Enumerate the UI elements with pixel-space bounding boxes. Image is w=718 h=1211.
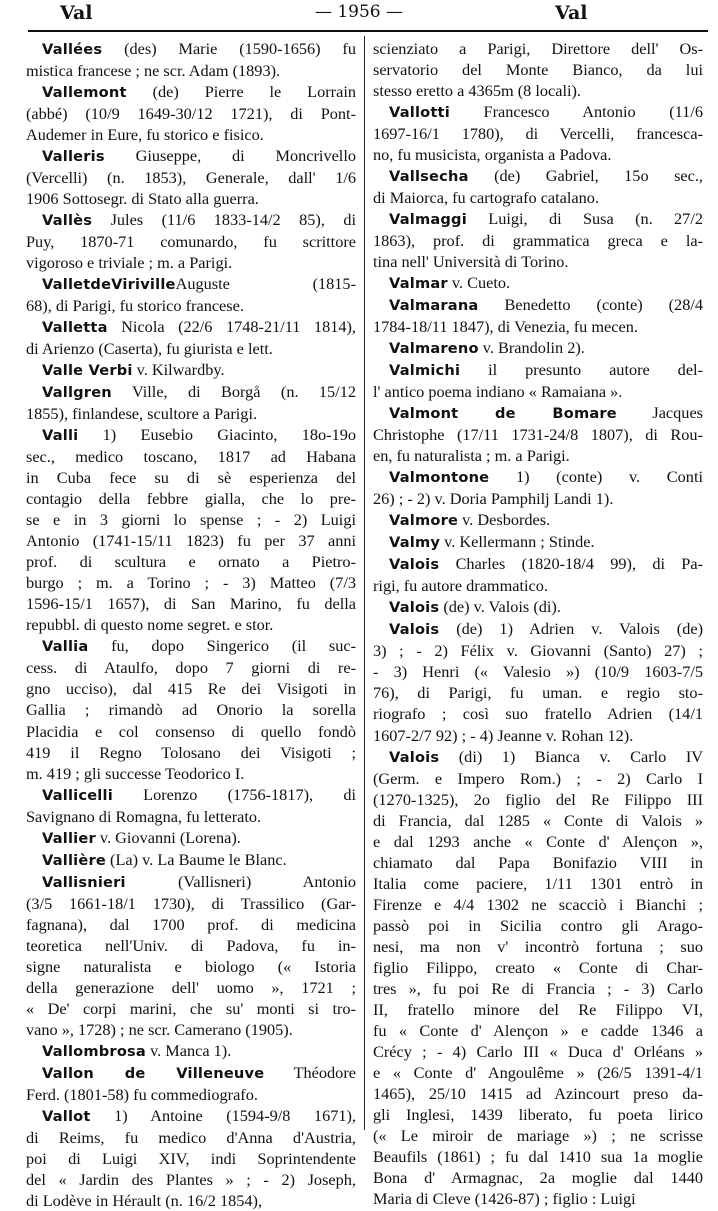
dictionary-entry xyxy=(26,81,356,145)
entry-text: (de) 1) Adrien v. Valois (de) xyxy=(439,619,703,639)
entry-line xyxy=(26,593,356,614)
entry-text: riografo ; così suo fratello Adrien (14/1 xyxy=(373,704,703,724)
dictionary-entry xyxy=(26,1105,356,1211)
entry-headword: Vallès xyxy=(42,212,93,230)
entry-text: fu « Conte d' Alençon » e cadde 1346 a xyxy=(373,1020,703,1040)
entry-line xyxy=(26,1127,356,1148)
entry-headword: Valletta xyxy=(42,319,108,337)
dictionary-entry xyxy=(373,359,703,402)
entry-line xyxy=(26,1105,356,1127)
entry-text: Gallia ; rimandò ad Onorio la sorella xyxy=(26,700,356,720)
dictionary-entry xyxy=(373,746,703,1209)
dictionary-entry xyxy=(26,635,356,783)
entry-line xyxy=(373,337,703,359)
entry-line xyxy=(373,294,703,316)
entry-text: Puy, 1870-71 comunardo, fu scrittore xyxy=(26,232,356,252)
entry-line xyxy=(26,977,356,998)
entry-line xyxy=(26,403,356,424)
entry-text: « De' corpi marini, che su' monti si tro- xyxy=(26,998,356,1018)
entry-text: (La) v. La Baume le Blanc. xyxy=(105,849,287,869)
entry-text: del « Jardin des Plantes » ; - 2) Joseph, xyxy=(26,1169,356,1189)
entry-text: repubbl. di questo nome segret. e stor. xyxy=(26,615,274,635)
entry-line xyxy=(26,849,356,871)
entry-line xyxy=(373,445,703,466)
entry-line xyxy=(373,424,703,445)
dictionary-entry xyxy=(373,272,703,294)
entry-text: en, fu naturalista ; m. a Parigi. xyxy=(373,446,570,466)
entry-headword: Valmore xyxy=(389,512,459,530)
entry-headword: Valmont de Bomare xyxy=(389,405,617,423)
entry-text: Firenze e 4/4 1302 ne scacciò i Bianchi ; xyxy=(373,894,703,914)
entry-text: burgo ; m. a Torino ; - 3) Matteo (7/3 xyxy=(26,573,356,593)
dictionary-entry xyxy=(373,294,703,337)
entry-line xyxy=(373,810,703,831)
entry-line xyxy=(373,80,703,101)
entry-text: (di) 1) Bianca v. Carlo IV xyxy=(439,746,703,766)
entry-text: (3/5 1661-18/1 1730), di Trassilico (Gar- xyxy=(26,893,356,913)
entry-text: prof. di scultura e ornato a Pietro- xyxy=(26,552,356,572)
dictionary-entry xyxy=(26,849,356,871)
entry-line xyxy=(26,316,356,338)
entry-text: m. 419 ; gli successe Teodorico I. xyxy=(26,763,245,783)
entry-text: sec., medico toscano, 1817 ad Habana xyxy=(26,447,356,467)
dictionary-entry xyxy=(26,38,356,81)
entry-text: Crécy ; - 4) Carlo III « Duca d' Orléans » xyxy=(373,1041,703,1061)
entry-line xyxy=(373,359,703,381)
entry-line xyxy=(26,635,356,657)
entry-headword: Valois xyxy=(389,556,440,574)
entry-text: Italia come paciere, 1/11 1301 entrò in xyxy=(373,873,703,893)
entry-line xyxy=(373,1125,703,1146)
entry-text: Antonio (1741-15/11 1823) fu per 37 anni xyxy=(26,531,356,551)
entry-line xyxy=(373,316,703,337)
entry-text: - 3) Henri (« Valesio ») (10/9 1603-7/5 xyxy=(373,662,703,682)
entry-headword: Vallemont xyxy=(42,84,127,102)
entry-text: fagnana), dal 1700 prof. di medicina xyxy=(26,914,356,934)
entry-text: Nicola (22/6 1748-21/11 1814), xyxy=(107,317,356,337)
entry-text: 1784-18/11 1847), di Venezia, fu mecen. xyxy=(373,317,638,337)
entry-text: Beaufils (1861) ; fu dal 1410 sua 1a moglie xyxy=(373,1146,703,1166)
entry-text: passò poi in Sicilia contro gli Arago- xyxy=(373,915,703,935)
entry-line xyxy=(373,165,703,187)
entry-line xyxy=(373,852,703,873)
page-number: — 1956 — xyxy=(314,2,404,22)
entry-line xyxy=(373,488,703,509)
dictionary-entry xyxy=(373,553,703,596)
entry-text: di Arienzo (Caserta), fu giurista e lett. xyxy=(26,339,273,359)
dictionary-entry xyxy=(373,509,703,531)
entry-text: signe naturalista e biologo (« Istoria xyxy=(26,956,356,976)
entry-text: v. Brandolin 2). xyxy=(478,338,585,358)
entry-line xyxy=(373,1104,703,1125)
entry-line xyxy=(26,167,356,188)
dictionary-entry xyxy=(26,871,356,1040)
entry-line xyxy=(26,424,356,446)
dictionary-entry xyxy=(26,381,356,424)
entry-headword: Valmy xyxy=(389,534,441,552)
entry-text: (Vallisneri) Antonio xyxy=(125,871,356,891)
entry-text: gno ucciso), dal 415 Re dei Visigoti in xyxy=(26,679,356,699)
entry-headword: Vallia xyxy=(42,638,89,656)
entry-line xyxy=(26,1019,356,1040)
entry-line xyxy=(26,1062,356,1084)
entry-line xyxy=(26,145,356,167)
entry-text: vigoroso e triviale ; m. a Parigi. xyxy=(26,253,233,273)
entry-text: fu, dopo Singerico (il suc- xyxy=(88,636,356,656)
entry-text: teoretica nell'Univ. di Padova, fu in- xyxy=(26,935,356,955)
dictionary-entry xyxy=(26,1040,356,1062)
entry-line xyxy=(373,789,703,810)
entry-text: Ville, di Borgå (n. 15/12 xyxy=(111,382,356,402)
entry-line xyxy=(373,978,703,999)
entry-headword: Vallotti xyxy=(389,104,450,122)
dictionary-entry xyxy=(26,145,356,209)
dictionary-entry xyxy=(373,101,703,165)
entry-line xyxy=(373,1188,703,1209)
entry-headword: Valmar xyxy=(389,275,448,293)
entry-line xyxy=(373,1020,703,1041)
entry-text: nesi, ma non v' incontrò fortuna ; suo xyxy=(373,936,703,956)
entry-line xyxy=(26,467,356,488)
entry-text: cess. di Ataulfo, dopo 7 giorni di re- xyxy=(26,658,356,678)
entry-line xyxy=(26,572,356,593)
entry-line xyxy=(373,59,703,80)
entry-line xyxy=(26,827,356,849)
entry-text: v. Kellermann ; Stinde. xyxy=(440,532,595,552)
entry-text: (des) Marie (1590-1656) fu xyxy=(102,39,356,58)
entry-text: 3) ; - 2) Félix v. Giovanni (Santo) 27) ; xyxy=(373,641,703,661)
entry-line xyxy=(373,466,703,488)
entry-headword: Vallon de Villeneuve xyxy=(42,1064,265,1082)
entry-text: Francesco Antonio (11/6 xyxy=(449,102,703,122)
entry-line xyxy=(26,1169,356,1190)
entry-text: (de) Pierre le Lorrain xyxy=(126,82,356,102)
entry-line xyxy=(373,894,703,915)
entry-headword: Vallier xyxy=(42,829,96,847)
entry-text: Placidia e col consenso di quello fondò xyxy=(26,721,356,741)
dictionary-entry xyxy=(373,337,703,359)
dictionary-entry xyxy=(373,208,703,272)
entry-text: 68), di Parigi, fu storico francese. xyxy=(26,296,244,316)
entry-line xyxy=(26,252,356,273)
entry-text: e « Conte d' Angoulême » (26/5 1391-4/1 xyxy=(373,1062,703,1082)
entry-line xyxy=(26,742,356,763)
header-left-word: Val xyxy=(60,2,93,24)
entry-line xyxy=(26,763,356,784)
entry-text: contagio della febbre gialla, che lo pre- xyxy=(26,489,356,509)
dictionary-entry xyxy=(26,273,356,316)
entry-line xyxy=(373,915,703,936)
entry-line xyxy=(26,295,356,316)
entry-text: stesso eretto a 4365m (8 locali). xyxy=(373,81,581,101)
entry-line xyxy=(26,614,356,635)
entry-line xyxy=(26,998,356,1019)
entry-headword: Valmaggi xyxy=(389,211,467,229)
entry-text: v. Kilwardby. xyxy=(132,360,225,380)
entry-line xyxy=(26,509,356,530)
entry-line xyxy=(26,124,356,145)
entry-headword: Vallot xyxy=(42,1107,91,1125)
entry-headword: Vallgren xyxy=(42,384,112,402)
entry-line xyxy=(373,123,703,144)
entry-text: 419 il Regno Tolosano dei Visigoti ; xyxy=(26,742,356,762)
entry-line xyxy=(26,893,356,914)
entry-line xyxy=(26,530,356,551)
entry-line xyxy=(26,784,356,806)
entry-text: l' antico poema indiano « Ramaiana ». xyxy=(373,382,623,402)
entry-line xyxy=(373,531,703,553)
entry-headword: Valli xyxy=(42,427,79,445)
entry-text: scienziato a Parigi, Direttore dell' Os- xyxy=(373,39,703,58)
dictionary-entry xyxy=(373,38,703,101)
entry-line xyxy=(373,725,703,746)
entry-headword: Vallsecha xyxy=(389,168,469,186)
entry-line xyxy=(26,678,356,699)
entry-text: in Cuba fece su di sè esperienza del xyxy=(26,468,356,488)
entry-headword: Valmareno xyxy=(389,340,479,358)
entry-line xyxy=(373,575,703,596)
entry-line xyxy=(26,657,356,678)
entry-text: Jacques xyxy=(616,403,704,423)
entry-line xyxy=(373,661,703,682)
entry-line xyxy=(373,1083,703,1104)
entry-line xyxy=(373,509,703,531)
entry-line xyxy=(373,640,703,661)
dictionary-entry xyxy=(26,209,356,273)
entry-text: v. Desbordes. xyxy=(458,510,551,530)
entry-text: vano », 1728) ; ne scr. Camerano (1905). xyxy=(26,1019,293,1039)
entry-line xyxy=(26,81,356,103)
entry-headword: Vallicelli xyxy=(42,786,113,804)
entry-line xyxy=(26,1040,356,1062)
entry-text: rigi, fu autore drammatico. xyxy=(373,576,548,596)
entry-line xyxy=(26,721,356,742)
entry-text: Luigi, di Susa (n. 27/2 xyxy=(466,209,703,229)
entry-line xyxy=(373,873,703,894)
entry-line xyxy=(26,1148,356,1169)
entry-text: mistica francese ; ne scr. Adam (1893). xyxy=(26,61,281,81)
dictionary-entry xyxy=(373,165,703,208)
entry-line xyxy=(26,338,356,359)
entry-headword: Vallière xyxy=(42,851,106,869)
entry-line xyxy=(373,101,703,123)
entry-text: v. Cueto. xyxy=(447,273,511,293)
entry-line xyxy=(26,60,356,81)
entry-text: gli Inglesi, 1439 liberato, fu poeta lirico xyxy=(373,1104,703,1124)
entry-text: Lorenzo (1756-1817), di xyxy=(112,784,356,804)
entry-text: (Vercelli) (n. 1853), Generale, dall' 1/6 xyxy=(26,168,356,188)
right-column xyxy=(373,38,703,1209)
entry-text: 1607-2/7 92) ; - 4) Jeanne v. Rohan 12). xyxy=(373,725,634,745)
entry-text: (1270-1325), 2o figlio del Re Filippo III xyxy=(373,789,703,809)
entry-line xyxy=(26,188,356,209)
entry-headword: Valle Verbi xyxy=(42,362,133,380)
entry-line xyxy=(26,231,356,252)
entry-line xyxy=(26,806,356,827)
entry-headword: Valmontone xyxy=(389,469,490,487)
left-column xyxy=(26,38,356,1211)
header-rule xyxy=(28,30,708,32)
entry-text: figlio Filippo, creato « Conte di Char- xyxy=(373,957,703,977)
entry-text: no, fu musicista, organista a Padova. xyxy=(373,145,612,165)
entry-line xyxy=(373,936,703,957)
entry-text: Audemer in Eure, fu storico e fisico. xyxy=(26,125,264,145)
dictionary-entry xyxy=(373,596,703,618)
entry-line xyxy=(373,957,703,978)
header-right-word: Val xyxy=(555,2,588,24)
entry-text: della generazione dell' uomo », 1721 ; xyxy=(26,977,356,997)
entry-headword: Valmarana xyxy=(389,297,479,315)
entry-text: Ferd. (1801-58) fu commediografo. xyxy=(26,1084,258,1104)
dictionary-entry xyxy=(373,402,703,466)
entry-line xyxy=(26,209,356,231)
entry-text: 1) Eusebio Giacinto, 18o-19o xyxy=(78,425,356,445)
entry-headword: Valois xyxy=(389,748,440,766)
entry-text: il presunto autore del- xyxy=(460,360,703,380)
entry-headword: Valois xyxy=(389,599,440,617)
dictionary-entry xyxy=(26,784,356,827)
entry-line xyxy=(373,1041,703,1062)
entry-line xyxy=(373,618,703,640)
entry-text: Savignano di Romagna, fu letterato. xyxy=(26,806,262,826)
entry-text: (abbé) (10/9 1649-30/12 1721), di Pont- xyxy=(26,104,356,124)
entry-line xyxy=(26,1190,356,1211)
entry-text: e dal 1293 anche « Conte d' Alençon », xyxy=(373,831,703,851)
entry-line xyxy=(373,768,703,789)
entry-headword: ValletdeViriville xyxy=(42,276,176,294)
entry-headword: Valois xyxy=(389,621,440,639)
entry-line xyxy=(373,682,703,703)
entry-line xyxy=(373,746,703,768)
entry-text: Auguste (1815- xyxy=(175,274,356,294)
entry-line xyxy=(26,359,356,381)
entry-line xyxy=(373,596,703,618)
entry-line xyxy=(373,230,703,251)
entry-line xyxy=(26,1084,356,1105)
entry-line xyxy=(26,103,356,124)
dictionary-entry xyxy=(26,359,356,381)
entry-line xyxy=(373,381,703,402)
entry-text: 26) ; - 2) v. Doria Pamphilj Landi 1). xyxy=(373,489,614,509)
entry-text: Jules (11/6 1833-14/2 85), di xyxy=(92,210,356,230)
entry-text: Théodore xyxy=(264,1062,356,1082)
entry-line xyxy=(373,251,703,272)
entry-text: 1855), finlandese, scultore a Parigi. xyxy=(26,404,258,424)
dictionary-entry xyxy=(26,316,356,359)
entry-headword: Valleris xyxy=(42,148,105,166)
entry-text: chiamato dal Papa Bonifazio VIII in xyxy=(373,852,703,872)
entry-text: (de) v. Valois (di). xyxy=(439,597,561,617)
entry-line xyxy=(373,272,703,294)
entry-line xyxy=(373,208,703,230)
entry-text: II, fratello minore del Re Filippo VI, xyxy=(373,999,703,1019)
entry-text: Bona d' Armagnac, 2a moglie dal 1440 xyxy=(373,1167,703,1187)
entry-headword: Valmichi xyxy=(389,362,461,380)
entry-text: tres », fu poi Re di Francia ; - 3) Carlo xyxy=(373,978,703,998)
entry-text: (« Le miroir de mariage ») ; ne scrisse xyxy=(373,1125,703,1145)
entry-line xyxy=(26,38,356,60)
entry-line xyxy=(373,187,703,208)
entry-line xyxy=(26,935,356,956)
entry-line xyxy=(26,699,356,720)
entry-text: (de) Gabriel, 15o sec., xyxy=(468,166,703,186)
entry-text: se e in 3 giorni lo spense ; - 2) Luigi xyxy=(26,510,356,530)
entry-text: 1) (conte) v. Conti xyxy=(489,467,703,487)
entry-text: (Germ. e Impero Rom.) ; - 2) Carlo I xyxy=(373,768,703,788)
entry-text: 1596-15/1 1657), di San Marino, fu della xyxy=(26,594,356,614)
entry-text: di Reims, fu medico d'Anna d'Austria, xyxy=(26,1127,356,1147)
entry-text: di Francia, dal 1285 « Conte di Valois » xyxy=(373,810,703,830)
entry-line xyxy=(26,446,356,467)
entry-text: Charles (1820-18/4 99), di Pa- xyxy=(439,554,703,574)
entry-text: v. Manca 1). xyxy=(146,1040,232,1060)
entry-line xyxy=(373,1167,703,1188)
entry-headword: Vallisnieri xyxy=(42,873,126,891)
entry-line xyxy=(373,38,703,59)
dictionary-entry xyxy=(373,618,703,745)
entry-line xyxy=(26,488,356,509)
entry-line xyxy=(373,703,703,724)
entry-text: servatorio del Monte Bianco, da lui xyxy=(373,60,703,80)
entry-text: Christophe (17/11 1731-24/8 1807), di Rou- xyxy=(373,425,703,445)
entry-headword: Vallombrosa xyxy=(42,1042,146,1060)
dictionary-entry xyxy=(26,1062,356,1105)
entry-text: 1) Antoine (1594-9/8 1671), xyxy=(90,1105,356,1125)
entry-line xyxy=(26,956,356,977)
entry-text: 1697-16/1 1780), di Vercelli, francesca- xyxy=(373,124,703,144)
dictionary-entry xyxy=(26,827,356,849)
entry-line xyxy=(373,999,703,1020)
entry-line xyxy=(373,1062,703,1083)
entry-line xyxy=(373,831,703,852)
entry-line xyxy=(26,871,356,893)
entry-text: Maria di Cleve (1426-87) ; figlio : Luigi xyxy=(373,1188,636,1208)
entry-text: poi di Luigi XIV, indi Soprintendente xyxy=(26,1148,356,1168)
dictionary-entry xyxy=(26,424,356,635)
entry-line xyxy=(373,1146,703,1167)
entry-text: tina nell' Università di Torino. xyxy=(373,252,569,272)
entry-text: Benedetto (conte) (28/4 xyxy=(478,295,703,315)
entry-line xyxy=(373,402,703,424)
page-header xyxy=(0,2,718,28)
entry-headword: Vallées xyxy=(42,41,103,58)
entry-line xyxy=(26,381,356,403)
entry-text: di Maiorca, fu cartografo catalano. xyxy=(373,188,600,208)
entry-text: di Lodève in Hérault (n. 16/2 1854), xyxy=(26,1190,263,1210)
column-divider xyxy=(364,36,365,1130)
entry-text: 1863), prof. di grammatica greca e la- xyxy=(373,231,703,251)
entry-line xyxy=(373,553,703,575)
entry-text: Giuseppe, di Moncrivello xyxy=(104,146,356,166)
entry-text: 1906 Sottosegr. di Stato alla guerra. xyxy=(26,189,259,209)
entry-line xyxy=(373,144,703,165)
entry-text: 76), di Parigi, fu uman. e regio sto- xyxy=(373,683,703,703)
entry-text: v. Giovanni (Lorena). xyxy=(95,827,241,847)
entry-line xyxy=(26,273,356,295)
dictionary-entry xyxy=(373,531,703,553)
entry-line xyxy=(26,914,356,935)
entry-text: 1465), 25/10 1415 ad Azincourt preso da- xyxy=(373,1083,703,1103)
entry-line xyxy=(26,551,356,572)
dictionary-entry xyxy=(373,466,703,509)
